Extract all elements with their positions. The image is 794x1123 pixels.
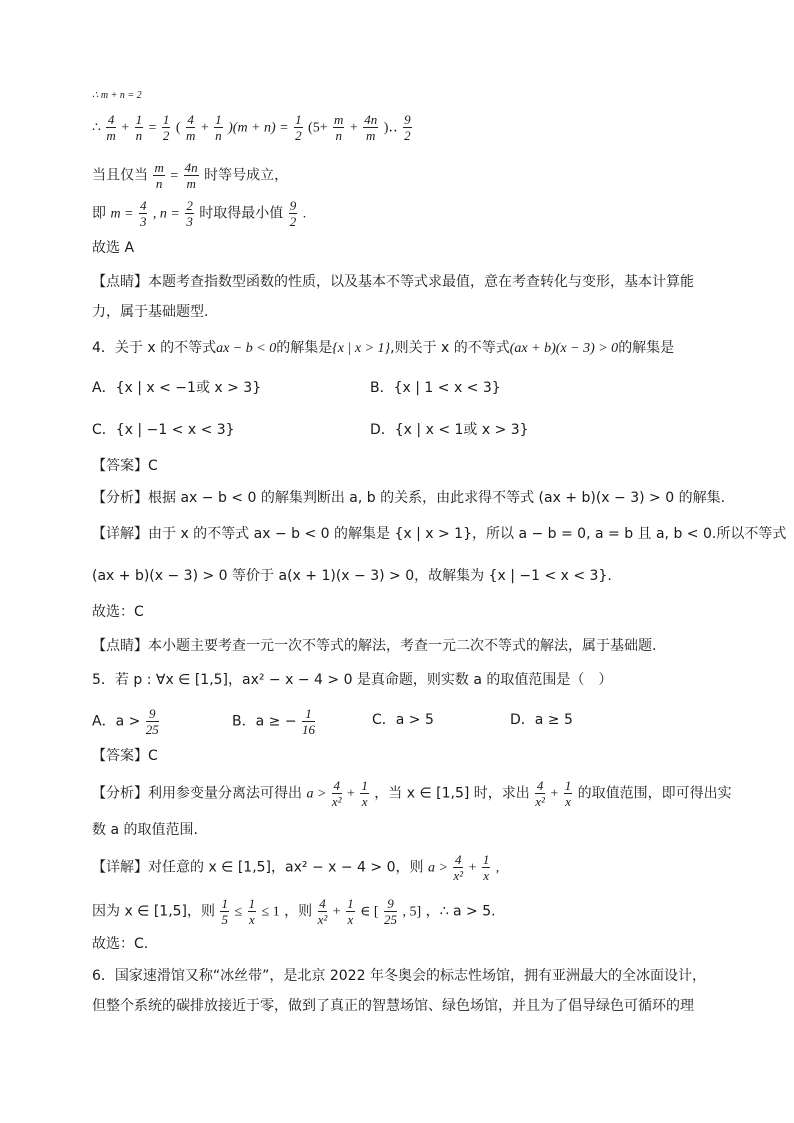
q6-line1: 6．国家速滑馆又称“冰丝带”，是北京 2022 年冬奥会的标志性场馆，拥有亚洲最大的全冰面设计，	[92, 968, 706, 984]
frac-9-2: $\frac{9}{2}$	[404, 112, 411, 143]
q6-line2: 但整个系统的碳排放接近于零，做到了真正的智慧场馆、绿色场馆，并且为了倡导绿色可循环的理	[92, 998, 694, 1014]
frac-2-3: $\frac{2}{3}$	[186, 198, 193, 229]
frac-1-16: $\frac{1}{16}$	[302, 706, 315, 737]
q5-option-c: C．a > 5	[372, 712, 434, 728]
frac-1-5: $\frac{1}{5}$	[221, 896, 228, 927]
frac-4-m-b: $\frac{4}{m}$	[185, 112, 196, 143]
q5-answer: 【答案】C	[92, 748, 158, 764]
q4-option-c: C．{x | −1 < x < 3}	[92, 422, 235, 438]
frac-4-3: $\frac{4}{3}$	[139, 198, 147, 229]
frac-4-x2-d: $\frac{4}{\text{x²}}$	[317, 896, 328, 927]
frac-9-25-b: $\frac{9}{25}$	[384, 896, 398, 927]
q5-analysis-line1: 【分析】利用参变量分离法可得出 a > $\frac{4}{\text{x²}}$ + $\frac{1}{x}$ ，当 x ∈ [1,5] 时，求出 $\frac{4}{\text{x²}}$ + $\frac{1}{x}$ 的取值范围，即可得出实	[92, 778, 732, 809]
q4-analysis: 【分析】根据 ax − b < 0 的解集判断出 a, b 的关系，由此求得不等式 (ax + b)(x − 3) > 0 的解集.	[92, 490, 726, 506]
note-q3: 【点睛】本题考查指数型函数的性质，以及基本不等式求最值，意在考查转化与变形，基本计算能	[92, 274, 694, 290]
q4-option-b: B．{x | 1 < x < 3}	[370, 380, 501, 396]
frac-4-x2-c: $\frac{4}{\text{x²}}$	[453, 852, 464, 883]
line-equality-condition: 当且仅当 $\frac{m}{n}$ = $\frac{4n}{m}$ 时等号成立，	[92, 160, 289, 191]
q5-choose: 故选：C.	[92, 936, 149, 952]
frac-m-n-c: $\frac{m}{n}$	[154, 160, 164, 191]
q4-answer: 【答案】C	[92, 458, 158, 474]
frac-4n-m: $\frac{4n}{m}$	[364, 112, 378, 143]
line-min-value: 即 m = $\frac{4}{3}$ , n = $\frac{2}{3}$ 时取得最小值 $\frac{9}{2}$ .	[92, 198, 307, 229]
frac-1-x-c: $\frac{1}{x}$	[482, 852, 490, 883]
frac-1-2-b: $\frac{1}{2}$	[295, 112, 302, 143]
frac-9-2-b: $\frac{9}{2}$	[289, 198, 297, 229]
q4-stem: 4．关于 x 的不等式ax − b < 0的解集是{x | x > 1},则关于 x 的不等式(ax + b)(x − 3) > 0的解集是	[92, 340, 675, 356]
q5-detail-line1: 【详解】对任意的 x ∈ [1,5]，ax² − x − 4 > 0，则 a > $\frac{4}{\text{x²}}$ + $\frac{1}{x}$ ,	[92, 852, 500, 883]
frac-1-x-b: $\frac{1}{x}$	[564, 778, 572, 809]
line-inequality-chain: ∴ $\frac{4}{m}$ + $\frac{1}{n}$ = $\frac{1}{2}$ ( $\frac{4}{m}$ + $\frac{1}{n}$ )(m + n) = $\frac{1}{2}$ (5+ $\frac{m}{n}$ + $\frac{4n}{m}$ )‥ $\frac{9}{2}$	[92, 112, 411, 143]
q5-option-a: A．a > $\frac{9}{25}$	[92, 706, 159, 737]
therefore-symbol: ∴	[92, 120, 101, 136]
frac-4n-m-c: $\frac{4n}{m}$	[184, 160, 198, 191]
frac-m-n: $\frac{m}{n}$	[334, 112, 344, 143]
frac-4-m: $\frac{4}{m}$	[106, 112, 116, 143]
frac-4-x2: $\frac{4}{\text{x²}}$	[331, 778, 342, 809]
frac-1-n: $\frac{1}{n}$	[135, 112, 143, 143]
frac-1-x: $\frac{1}{x}$	[361, 778, 368, 809]
q4-option-d: D．{x | x < 1或 x > 3}	[370, 422, 529, 438]
q5-stem: 5．若 p : ∀x ∈ [1,5]，ax² − x − 4 > 0 是真命题，则实数 a 的取值范围是（ ）	[92, 672, 613, 688]
q5-detail-line2: 因为 x ∈ [1,5]，则 $\frac{1}{5}$ ≤ $\frac{1}{x}$ ≤ 1 ，则 $\frac{4}{\text{x²}}$ + $\frac{1}{x}$ ∈ [ $\frac{9}{25}$ , 5] ，∴ a > 5.	[92, 896, 496, 927]
choose-a: 故选 A	[92, 240, 135, 256]
q5-analysis-line2: 数 a 的取值范围.	[92, 822, 198, 838]
q5-option-b: B．a ≥ − $\frac{1}{16}$	[232, 706, 315, 737]
note-q3-cont: 力，属于基础题型.	[92, 304, 209, 320]
frac-4-x2-b: $\frac{4}{\text{x²}}$	[535, 778, 545, 809]
q4-option-a: A．{x | x < −1或 x > 3}	[92, 380, 262, 396]
frac-1-x-d: $\frac{1}{x}$	[248, 896, 256, 927]
frac-1-2: $\frac{1}{2}$	[162, 112, 170, 143]
q4-detail-line1: 【详解】由于 x 的不等式 ax − b < 0 的解集是 {x | x > 1}，所以 a − b = 0, a = b 且 a, b < 0.所以不等式	[92, 526, 787, 542]
q4-note: 【点睛】本小题主要考查一元一次不等式的解法，考查一元二次不等式的解法，属于基础题.	[92, 638, 657, 654]
q5-option-d: D．a ≥ 5	[510, 712, 573, 728]
frac-9-25: $\frac{9}{25}$	[145, 706, 159, 737]
frac-1-n-b: $\frac{1}{n}$	[215, 112, 222, 143]
line-m-plus-n: ∴ m + n = 2	[92, 90, 142, 101]
q4-detail-line2: (ax + b)(x − 3) > 0 等价于 a(x + 1)(x − 3) > 0，故解集为 {x | −1 < x < 3}.	[92, 568, 612, 584]
q4-choose: 故选：C	[92, 604, 144, 620]
frac-1-x-e: $\frac{1}{x}$	[347, 896, 354, 927]
